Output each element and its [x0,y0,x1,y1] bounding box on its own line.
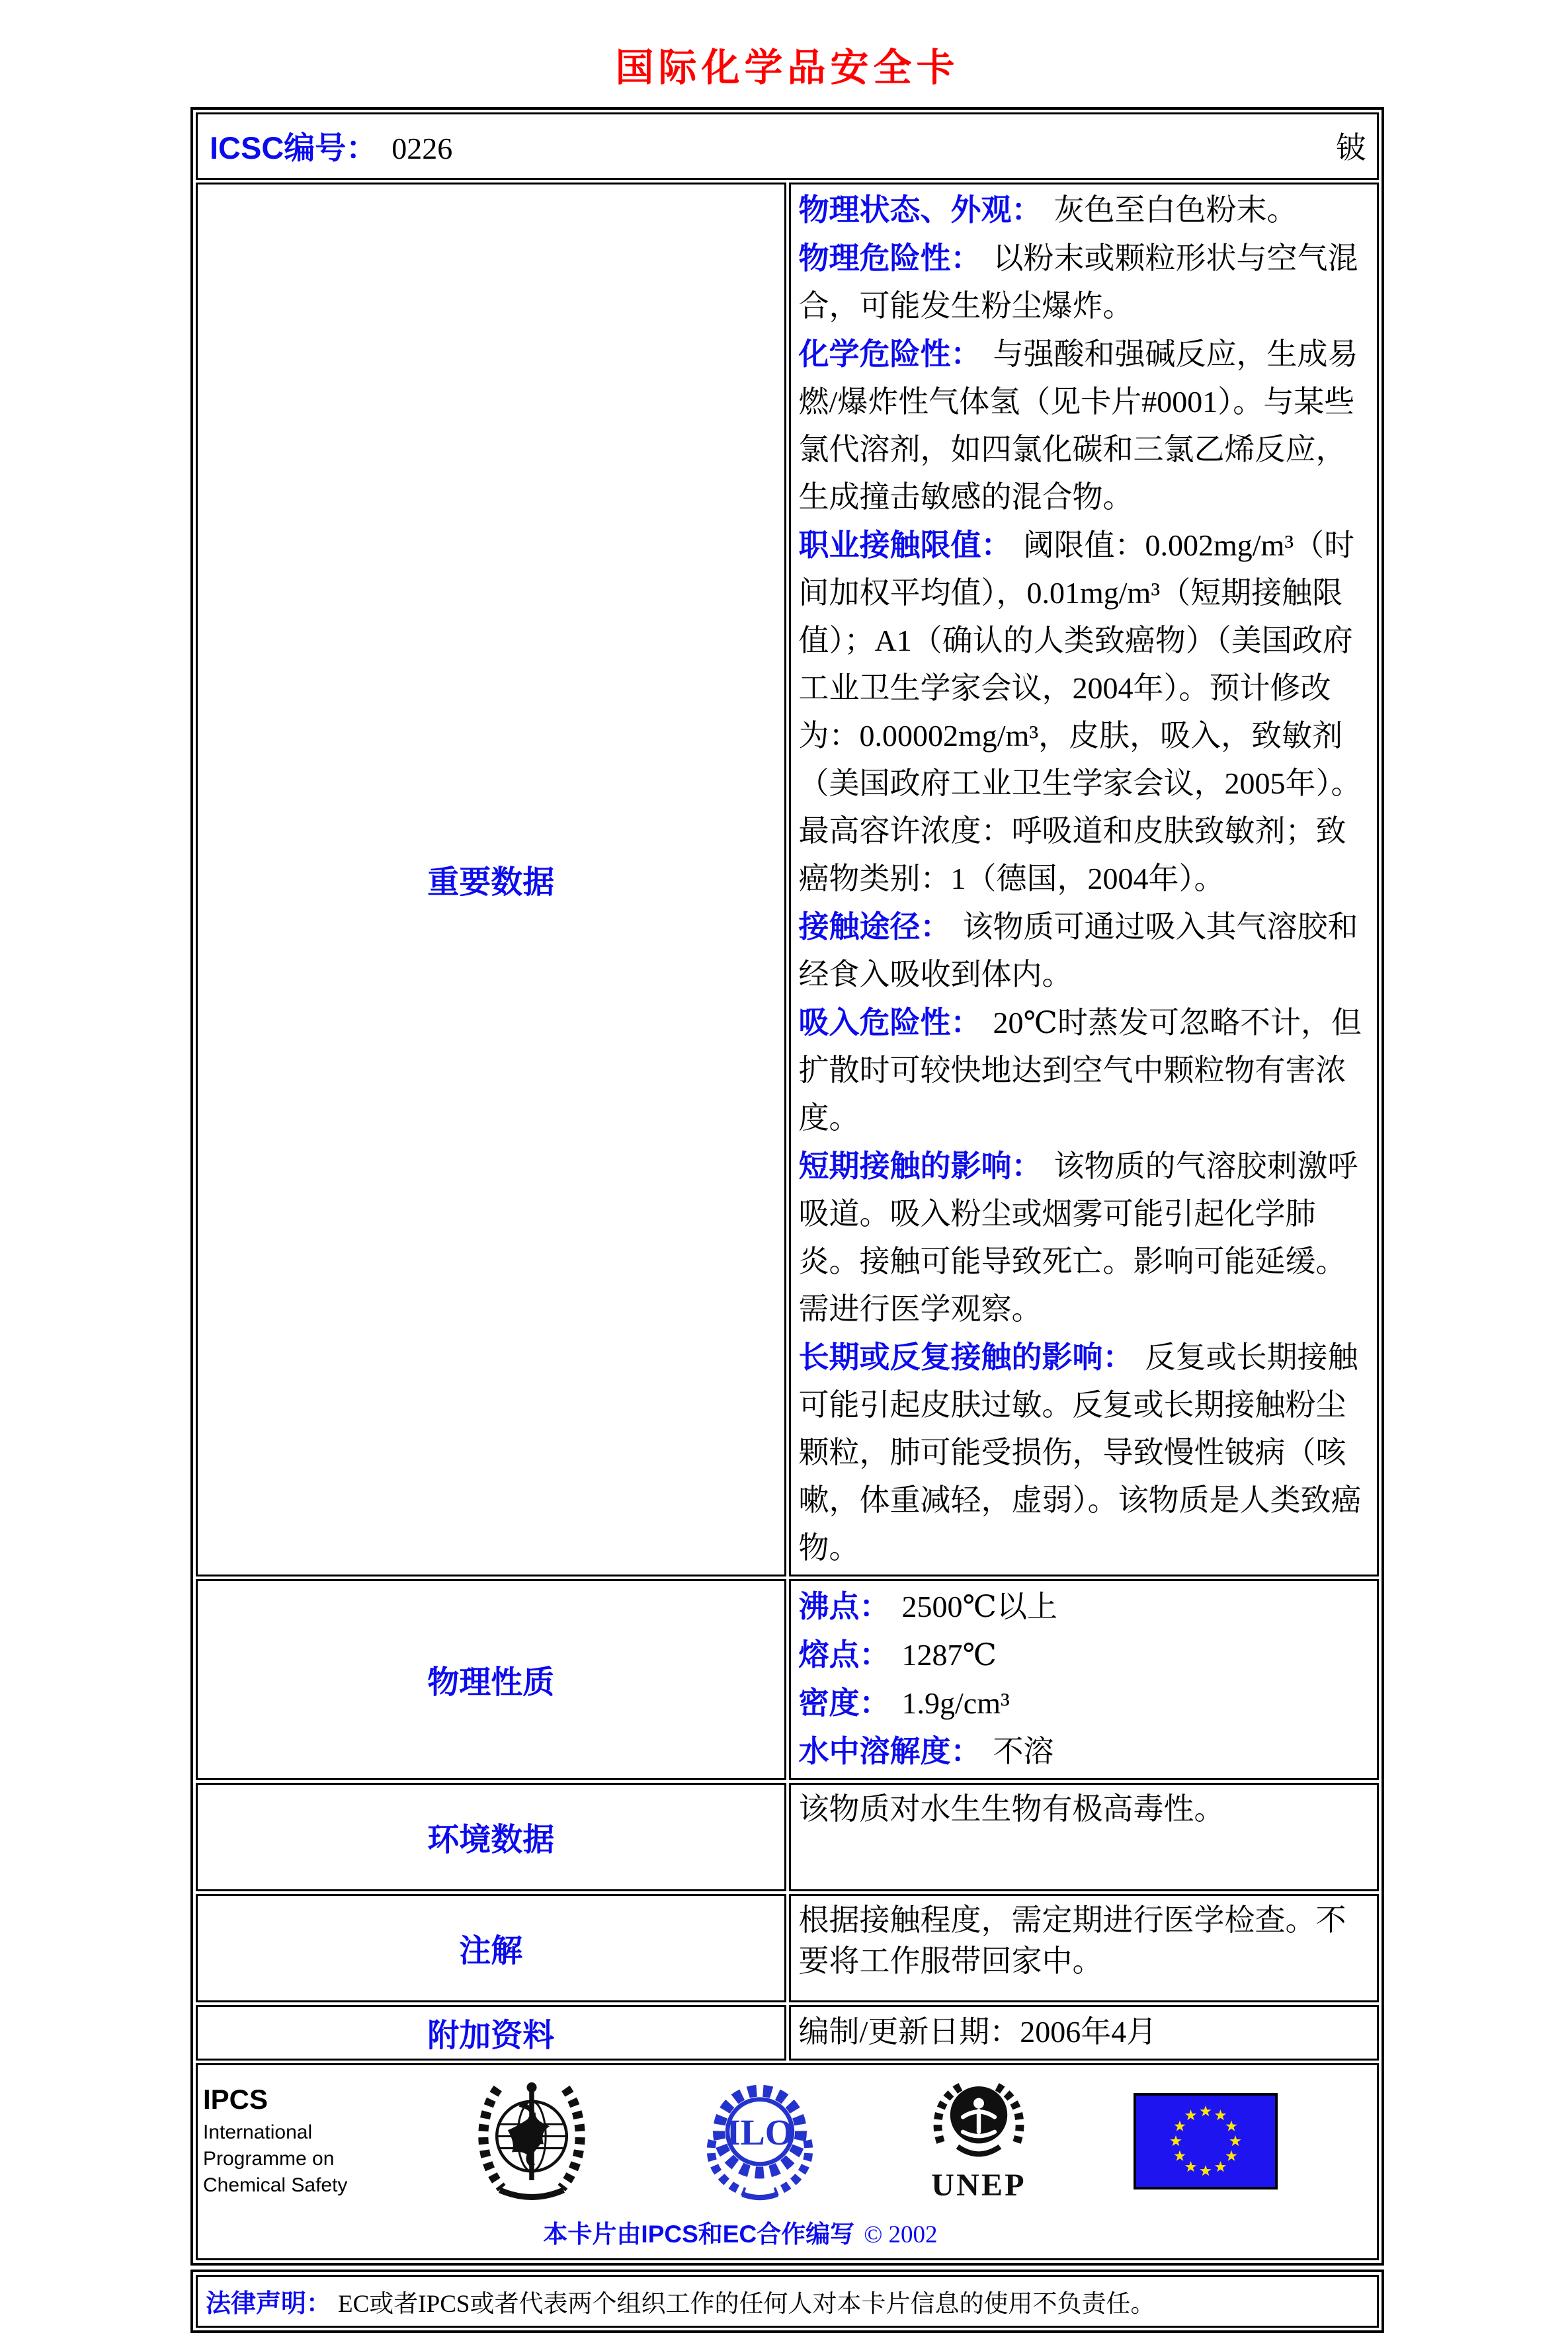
environment-content [789,1783,1380,1891]
legal-label: 法律声明： [206,2290,332,2318]
eu-flag-icon [1134,2093,1278,2190]
notes-content [789,1894,1380,2002]
cooperation-caption: 本卡片由IPCS和EC合作编写 © 2002 [543,2221,938,2249]
environment-row [196,1783,1379,1891]
physical-content [789,1579,1380,1780]
svg-text:UNEP: UNEP [931,2167,1026,2203]
legal-notice-table [190,2270,1384,2333]
ipcs-acronym: IPCS [203,2083,268,2115]
important-data-row [196,183,1379,1576]
important-item: 职业接触限值： 阈限值：0.002mg/m³（时间加权平均值），0.01mg/m³（短期接触限值）；A1（确认的人类致癌物）（美国政府工业卫生学家会议，2004年）。预计修改为：0.00002mg/m³，皮肤，吸入，致敏剂（美国政府工业卫生学家会议，2005年）。最高容许浓度：呼吸道和皮肤致敏剂；致癌物类别：1（德国，2004年）。 [798,527,1362,895]
legal-row [196,2275,1379,2328]
additional-content: 编制/更新日期：2006年4月 [789,2005,1380,2061]
icsc-main-table [190,107,1384,2266]
physical-item: 沸点： 2500℃以上 [798,1588,1057,1623]
section-label-important-data: 重要数据 [196,183,786,1576]
ipcs-text-block: IPCS International Programme on Chemical Safety [203,2084,368,2199]
logos-cell [196,2063,1379,2260]
section-label-physical: 物理性质 [196,1579,786,1780]
copyright-year: © 2002 [864,2221,938,2249]
physical-item: 密度： 1.9g/cm³ [798,1685,1010,1720]
additional-row [196,2005,1379,2061]
logos-row [196,2063,1379,2260]
notes-text: 根据接触程度，需定期进行医学检查。不要将工作服带回家中。 [798,1903,1346,1978]
physical-properties-row [196,1579,1379,1780]
environment-text: 该物质对水生生物有极高毒性。 [798,1791,1225,1826]
header-row [196,112,1379,180]
important-item: 物理状态、外观： 灰色至白色粉末。 [798,192,1298,227]
notes-row [196,1894,1379,2002]
legal-cell [196,2275,1379,2328]
header-cell [196,112,1379,180]
svg-text:ILO: ILO [725,2112,794,2153]
physical-item: 熔点： 1287℃ [798,1637,997,1672]
logo-strip [203,2074,1278,2207]
physical-item: 水中溶解度： 不溶 [798,1733,1054,1768]
who-logo-icon [470,2074,593,2207]
icsc-number-value: 0226 [392,132,453,166]
unep-logo-icon [926,2076,1032,2205]
section-label-environment: 环境数据 [196,1783,786,1891]
important-item: 化学危险性： 与强酸和强碱反应，生成易燃/爆炸性气体氢（见卡片#0001）。与某些氯代溶剂，如四氯化碳和三氯乙烯反应，生成撞击敏感的混合物。 [798,336,1358,514]
legal-text: EC或者IPCS或者代表两个组织工作的任何人对本卡片信息的使用不负责任。 [338,2291,1155,2318]
chemical-name: 铍 [1336,131,1366,165]
important-data-content [789,183,1380,1576]
section-label-additional: 附加资料 [196,2005,786,2061]
important-item: 物理危险性： 以粉末或颗粒形状与空气混合，可能发生粉尘爆炸。 [798,240,1358,323]
important-item: 吸入危险性： 20℃时蒸发可忽略不计，但扩散时可较快地达到空气中颗粒物有害浓度。 [798,1004,1362,1135]
important-item: 接触途径： 该物质可通过吸入其气溶胶和经食入吸收到体内。 [798,909,1358,991]
important-item: 长期或反复接触的影响： 反复或长期接触可能引起皮肤过敏。反复或长期接触粉尘颗粒，肺可能受损伤，导致慢性铍病（咳嗽，体重减轻，虚弱）。该物质是人类致癌物。 [798,1339,1362,1565]
icsc-card-page [190,0,1384,2333]
icsc-number-label: ICSC编号： [210,130,378,166]
ilo-logo-icon [695,2078,825,2204]
important-item: 短期接触的影响： 该物质的气溶胶刺激呼吸道。吸入粉尘或烟雾可能引起化学肺炎。接触可能导致死亡。影响可能延缓。需进行医学观察。 [798,1148,1358,1326]
section-label-notes: 注解 [196,1894,786,2002]
page-title: 国际化学品安全卡 [615,45,960,90]
